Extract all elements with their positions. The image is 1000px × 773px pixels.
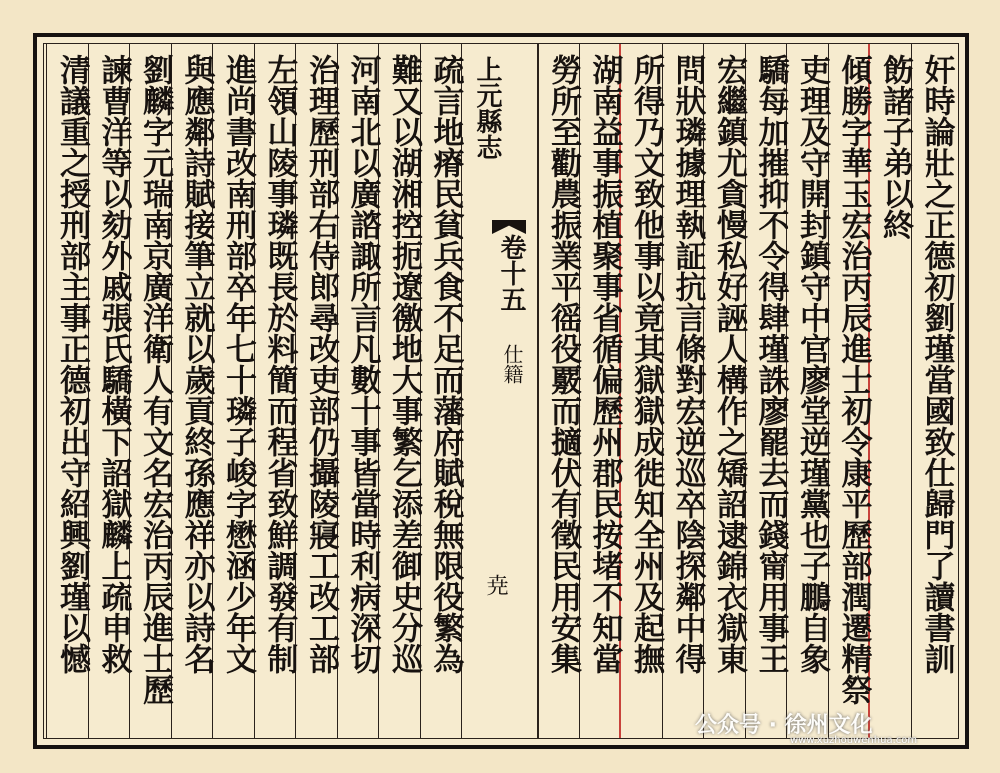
spine-subtitle: 仕籍 bbox=[500, 344, 524, 384]
text-column bbox=[911, 44, 953, 738]
text-column bbox=[171, 44, 213, 738]
text-column bbox=[337, 44, 379, 738]
text-frame bbox=[43, 43, 959, 739]
column-text: 傾勝字華玉宏治丙辰進士初令康平歷部潤遷精祭 bbox=[835, 54, 872, 705]
text-column bbox=[46, 44, 88, 738]
column-text: 左領山陵事璘既長於料簡而程省致鮮調發有制 bbox=[261, 54, 298, 674]
column-text: 宏繼鎮尤貪慢私好誣人構作之矯詔逮錦衣獄東 bbox=[711, 54, 747, 674]
text-column bbox=[129, 44, 171, 738]
text-column bbox=[212, 44, 254, 738]
column-text: 進尚書改南刑部卒年七十璘子峻字懋涵少年文 bbox=[220, 54, 256, 674]
column-text: 清議重之授刑部主事正德初出守紹興劉瑾以憾 bbox=[54, 54, 90, 674]
column-text: 所得乃文致他事以竟其獄獄成徙知全州及起撫 bbox=[628, 54, 664, 674]
column-text: 難又以湖湘控扼遼徼地大事繁乞添差御史分巡 bbox=[386, 54, 422, 674]
text-column bbox=[537, 44, 579, 738]
text-column bbox=[88, 44, 130, 738]
fish-tail-mark bbox=[492, 220, 526, 234]
spine-column bbox=[461, 44, 539, 738]
text-column bbox=[828, 44, 870, 738]
column-text: 問狀璘據理執証抗言條對宏逆巡卒陰探鄰中得 bbox=[669, 54, 706, 674]
column-text: 勞所至勸農振業平徭役覈而擿伏有徵民用安集 bbox=[545, 54, 581, 674]
watermark-url: www.xuzhouwenhua.com bbox=[790, 735, 918, 746]
column-text: 劉麟字元瑞南京廣洋衛人有文名宏治丙辰進士歷 bbox=[137, 54, 173, 705]
spine-volume: 卷十五 bbox=[496, 234, 526, 312]
spine-page-number: 尭 bbox=[483, 574, 508, 596]
text-column bbox=[703, 44, 745, 738]
text-column bbox=[786, 44, 828, 738]
text-column bbox=[378, 44, 420, 738]
text-column bbox=[420, 44, 462, 738]
text-column bbox=[620, 44, 662, 738]
column-text: 疏言地瘠民貧兵食不足而藩府賦稅無限役繁為 bbox=[427, 54, 464, 674]
watermark: 公众号 · 徐州文化 bbox=[695, 713, 873, 738]
column-text: 治理歷刑部右侍郎尋改吏部仍攝陵寢工改工部 bbox=[303, 54, 339, 674]
text-column bbox=[254, 44, 296, 738]
text-column bbox=[869, 44, 911, 738]
spine-title: 上元縣志 bbox=[472, 56, 502, 160]
column-text: 河南北以廣諮諏所言凡數十事皆當時利病深切 bbox=[344, 54, 381, 674]
column-text: 吏理及守開封鎮守中官廖堂逆瑾黨也子鵬自象 bbox=[794, 54, 830, 674]
column-text: 飭諸子弟以終 bbox=[877, 54, 913, 240]
text-column bbox=[745, 44, 787, 738]
column-text: 與應鄰詩賦接筆立就以歲貢終孫應祥亦以詩名 bbox=[178, 54, 215, 674]
book-page bbox=[33, 33, 969, 749]
column-text: 湖南益事振植聚事省循偏歷州郡民按堵不知當 bbox=[586, 54, 623, 674]
text-column bbox=[579, 44, 621, 738]
column-text: 奸時論壯之正德初劉瑾當國致仕歸門了讀書訓 bbox=[918, 54, 955, 674]
text-column bbox=[295, 44, 337, 738]
column-text: 驕每加摧抑不令得肆瑾誅廖罷去而錢甯用事王 bbox=[752, 54, 789, 674]
text-column bbox=[662, 44, 704, 738]
column-text: 諫曹洋等以劾外戚張氏驕橫下詔獄麟上疏申救 bbox=[95, 54, 132, 674]
